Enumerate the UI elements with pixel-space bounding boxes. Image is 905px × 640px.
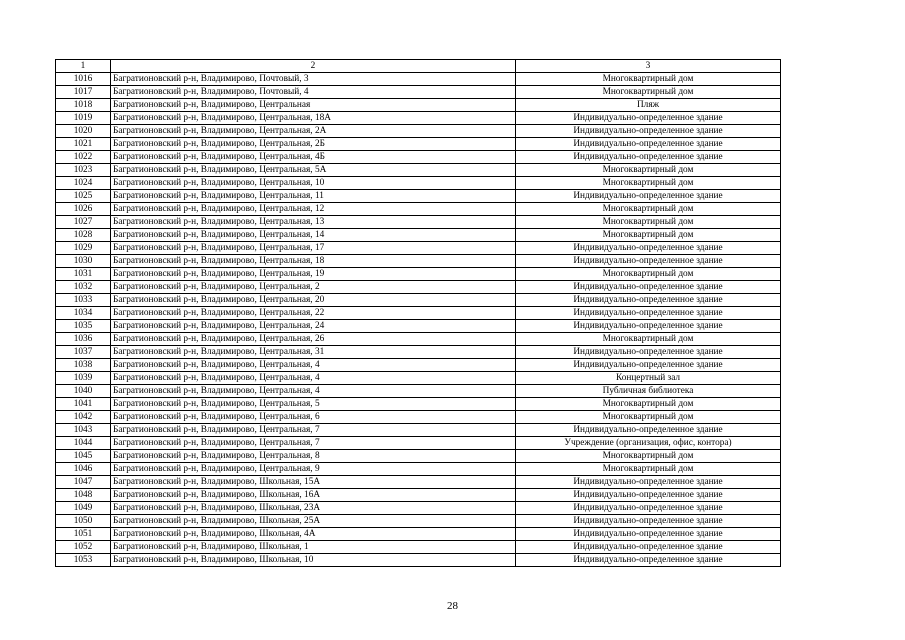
address-cell: Багратионовский р-н, Владимирово, Школьная, 25А: [111, 515, 516, 528]
row-number-cell: 1053: [56, 554, 111, 567]
table-row: [56, 463, 781, 476]
address-cell: Багратионовский р-н, Владимирово, Центральная: [111, 99, 516, 112]
object-type-cell: Многоквартирный дом: [516, 73, 781, 86]
row-number-cell: 1047: [56, 476, 111, 489]
registry-table-body: [56, 60, 781, 567]
table-row: [56, 73, 781, 86]
row-number-cell: 1031: [56, 268, 111, 281]
table-row: [56, 541, 781, 554]
table-row: [56, 190, 781, 203]
table-row: [56, 307, 781, 320]
table-row: [56, 86, 781, 99]
row-number-cell: 1024: [56, 177, 111, 190]
row-number-cell: 1028: [56, 229, 111, 242]
table-row: [56, 398, 781, 411]
row-number-cell: 1046: [56, 463, 111, 476]
row-number-cell: 1038: [56, 359, 111, 372]
address-cell: Багратионовский р-н, Владимирово, Центральная, 5А: [111, 164, 516, 177]
object-type-cell: Индивидуально-определенное здание: [516, 255, 781, 268]
table-row: [56, 294, 781, 307]
address-cell: Багратионовский р-н, Владимирово, Центральная, 4: [111, 372, 516, 385]
table-row: [56, 229, 781, 242]
table-row: [56, 554, 781, 567]
address-cell: Багратионовский р-н, Владимирово, Центральная, 14: [111, 229, 516, 242]
row-number-cell: 1017: [56, 86, 111, 99]
address-cell: Багратионовский р-н, Владимирово, Школьная, 10: [111, 554, 516, 567]
table-row: [56, 125, 781, 138]
address-cell: Багратионовский р-н, Владимирово, Центральная, 24: [111, 320, 516, 333]
address-cell: Багратионовский р-н, Владимирово, Школьная, 23А: [111, 502, 516, 515]
address-cell: Багратионовский р-н, Владимирово, Центральная, 19: [111, 268, 516, 281]
row-number-cell: 1052: [56, 541, 111, 554]
address-cell: Багратионовский р-н, Владимирово, Центральная, 18: [111, 255, 516, 268]
object-type-cell: Многоквартирный дом: [516, 86, 781, 99]
column-header-address: 2: [111, 60, 516, 73]
table-row: [56, 411, 781, 424]
object-type-cell: Многоквартирный дом: [516, 398, 781, 411]
address-cell: Багратионовский р-н, Владимирово, Центральная, 26: [111, 333, 516, 346]
row-number-cell: 1040: [56, 385, 111, 398]
table-header-row: [56, 60, 781, 73]
address-cell: Багратионовский р-н, Владимирово, Центральная, 20: [111, 294, 516, 307]
table-row: [56, 372, 781, 385]
row-number-cell: 1021: [56, 138, 111, 151]
table-row: [56, 138, 781, 151]
address-cell: Багратионовский р-н, Владимирово, Почтовый, 3: [111, 73, 516, 86]
registry-table: [55, 59, 781, 567]
object-type-cell: Индивидуально-определенное здание: [516, 359, 781, 372]
table-row: [56, 112, 781, 125]
table-row: [56, 346, 781, 359]
object-type-cell: Многоквартирный дом: [516, 164, 781, 177]
object-type-cell: Учреждение (организация, офис, контора): [516, 437, 781, 450]
address-cell: Багратионовский р-н, Владимирово, Центральная, 4Б: [111, 151, 516, 164]
address-cell: Багратионовский р-н, Владимирово, Центральная, 5: [111, 398, 516, 411]
table-row: [56, 489, 781, 502]
address-cell: Багратионовский р-н, Владимирово, Центральная, 4: [111, 385, 516, 398]
table-row: [56, 151, 781, 164]
row-number-cell: 1042: [56, 411, 111, 424]
table-row: [56, 281, 781, 294]
address-cell: Багратионовский р-н, Владимирово, Центральная, 8: [111, 450, 516, 463]
object-type-cell: Индивидуально-определенное здание: [516, 190, 781, 203]
object-type-cell: Пляж: [516, 99, 781, 112]
address-cell: Багратионовский р-н, Владимирово, Центральная, 17: [111, 242, 516, 255]
table-row: [56, 268, 781, 281]
table-row: [56, 255, 781, 268]
address-cell: Багратионовский р-н, Владимирово, Центральная, 2Б: [111, 138, 516, 151]
row-number-cell: 1026: [56, 203, 111, 216]
object-type-cell: Многоквартирный дом: [516, 177, 781, 190]
address-cell: Багратионовский р-н, Владимирово, Центральная, 13: [111, 216, 516, 229]
address-cell: Багратионовский р-н, Владимирово, Центральная, 31: [111, 346, 516, 359]
object-type-cell: Концертный зал: [516, 372, 781, 385]
object-type-cell: Многоквартирный дом: [516, 203, 781, 216]
address-cell: Багратионовский р-н, Владимирово, Центральная, 22: [111, 307, 516, 320]
row-number-cell: 1050: [56, 515, 111, 528]
address-cell: Багратионовский р-н, Владимирово, Школьная, 4А: [111, 528, 516, 541]
table-row: [56, 242, 781, 255]
address-cell: Багратионовский р-н, Владимирово, Почтовый, 4: [111, 86, 516, 99]
row-number-cell: 1023: [56, 164, 111, 177]
object-type-cell: Индивидуально-определенное здание: [516, 476, 781, 489]
object-type-cell: Многоквартирный дом: [516, 333, 781, 346]
row-number-cell: 1033: [56, 294, 111, 307]
object-type-cell: Многоквартирный дом: [516, 463, 781, 476]
object-type-cell: Индивидуально-определенное здание: [516, 281, 781, 294]
table-row: [56, 437, 781, 450]
row-number-cell: 1048: [56, 489, 111, 502]
object-type-cell: Многоквартирный дом: [516, 411, 781, 424]
row-number-cell: 1022: [56, 151, 111, 164]
row-number-cell: 1035: [56, 320, 111, 333]
row-number-cell: 1049: [56, 502, 111, 515]
object-type-cell: Индивидуально-определенное здание: [516, 489, 781, 502]
row-number-cell: 1018: [56, 99, 111, 112]
address-cell: Багратионовский р-н, Владимирово, Центральная, 2: [111, 281, 516, 294]
address-cell: Багратионовский р-н, Владимирово, Центральная, 7: [111, 437, 516, 450]
object-type-cell: Многоквартирный дом: [516, 450, 781, 463]
object-type-cell: Многоквартирный дом: [516, 229, 781, 242]
column-header-number: 1: [56, 60, 111, 73]
table-row: [56, 424, 781, 437]
row-number-cell: 1019: [56, 112, 111, 125]
row-number-cell: 1025: [56, 190, 111, 203]
object-type-cell: Индивидуально-определенное здание: [516, 528, 781, 541]
object-type-cell: Индивидуально-определенное здание: [516, 151, 781, 164]
object-type-cell: Индивидуально-определенное здание: [516, 138, 781, 151]
row-number-cell: 1051: [56, 528, 111, 541]
address-cell: Багратионовский р-н, Владимирово, Центральная, 10: [111, 177, 516, 190]
object-type-cell: Индивидуально-определенное здание: [516, 112, 781, 125]
object-type-cell: Многоквартирный дом: [516, 268, 781, 281]
address-cell: Багратионовский р-н, Владимирово, Центральная, 4: [111, 359, 516, 372]
object-type-cell: Индивидуально-определенное здание: [516, 554, 781, 567]
row-number-cell: 1041: [56, 398, 111, 411]
object-type-cell: Индивидуально-определенное здание: [516, 541, 781, 554]
address-cell: Багратионовский р-н, Владимирово, Центральная, 18А: [111, 112, 516, 125]
object-type-cell: Многоквартирный дом: [516, 216, 781, 229]
object-type-cell: Индивидуально-определенное здание: [516, 307, 781, 320]
address-cell: Багратионовский р-н, Владимирово, Центральная, 2А: [111, 125, 516, 138]
table-row: [56, 476, 781, 489]
row-number-cell: 1036: [56, 333, 111, 346]
address-cell: Багратионовский р-н, Владимирово, Центральная, 12: [111, 203, 516, 216]
address-cell: Багратионовский р-н, Владимирово, Школьная, 1: [111, 541, 516, 554]
object-type-cell: Индивидуально-определенное здание: [516, 242, 781, 255]
table-row: [56, 450, 781, 463]
row-number-cell: 1032: [56, 281, 111, 294]
table-row: [56, 359, 781, 372]
row-number-cell: 1027: [56, 216, 111, 229]
row-number-cell: 1045: [56, 450, 111, 463]
row-number-cell: 1020: [56, 125, 111, 138]
row-number-cell: 1030: [56, 255, 111, 268]
object-type-cell: Индивидуально-определенное здание: [516, 424, 781, 437]
table-row: [56, 333, 781, 346]
address-cell: Багратионовский р-н, Владимирово, Центральная, 7: [111, 424, 516, 437]
object-type-cell: Индивидуально-определенное здание: [516, 502, 781, 515]
row-number-cell: 1039: [56, 372, 111, 385]
table-row: [56, 216, 781, 229]
table-row: [56, 320, 781, 333]
table-row: [56, 502, 781, 515]
object-type-cell: Публичная библиотека: [516, 385, 781, 398]
row-number-cell: 1034: [56, 307, 111, 320]
row-number-cell: 1043: [56, 424, 111, 437]
table-row: [56, 164, 781, 177]
address-cell: Багратионовский р-н, Владимирово, Школьная, 15А: [111, 476, 516, 489]
address-cell: Багратионовский р-н, Владимирово, Центральная, 11: [111, 190, 516, 203]
table-row: [56, 99, 781, 112]
table-row: [56, 528, 781, 541]
row-number-cell: 1037: [56, 346, 111, 359]
row-number-cell: 1044: [56, 437, 111, 450]
object-type-cell: Индивидуально-определенное здание: [516, 320, 781, 333]
table-row: [56, 385, 781, 398]
table-row: [56, 177, 781, 190]
address-cell: Багратионовский р-н, Владимирово, Центральная, 9: [111, 463, 516, 476]
object-type-cell: Индивидуально-определенное здание: [516, 125, 781, 138]
table-row: [56, 203, 781, 216]
row-number-cell: 1016: [56, 73, 111, 86]
object-type-cell: Индивидуально-определенное здание: [516, 515, 781, 528]
address-cell: Багратионовский р-н, Владимирово, Центральная, 6: [111, 411, 516, 424]
object-type-cell: Индивидуально-определенное здание: [516, 346, 781, 359]
column-header-type: 3: [516, 60, 781, 73]
row-number-cell: 1029: [56, 242, 111, 255]
page-number: 28: [447, 600, 458, 612]
table-row: [56, 515, 781, 528]
address-cell: Багратионовский р-н, Владимирово, Школьная, 16А: [111, 489, 516, 502]
object-type-cell: Индивидуально-определенное здание: [516, 294, 781, 307]
